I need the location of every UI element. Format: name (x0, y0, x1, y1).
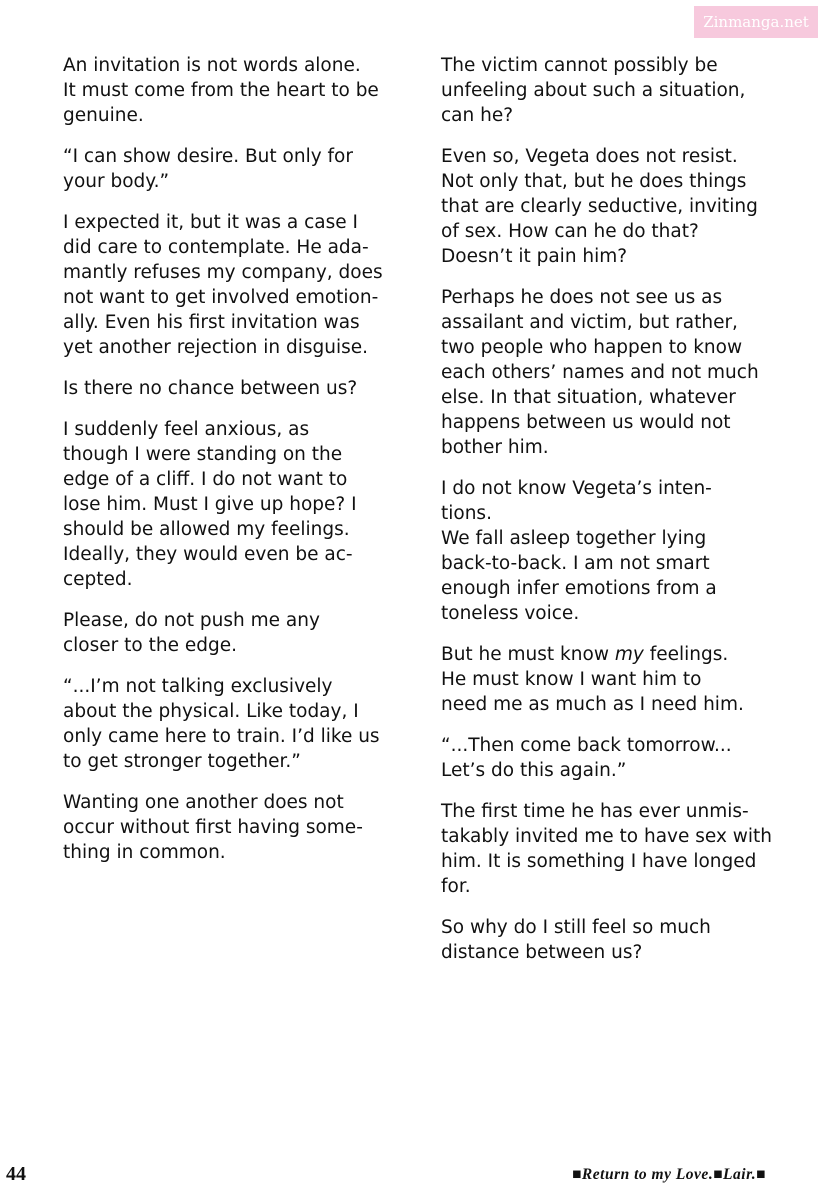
paragraph: An invitation is not words alone. It must come from the heart to be genuine. (63, 55, 379, 126)
paragraph-with-emphasis (441, 642, 781, 667)
paragraph: I do not know Vegeta’s inten- tions. (441, 478, 712, 524)
emphasis-text: my (614, 644, 644, 665)
paragraph: Please, do not push me any closer to the edge. (63, 610, 320, 656)
paragraph: “I can show desire. But only for your body.” (63, 146, 353, 192)
paragraph: We fall asleep together lying back-to-back. I am not smart enough infer emotions from a toneless voice. (441, 528, 717, 624)
paragraph: Perhaps he does not see us as assailant and victim, but rather, two people who happen to know each others’ names and not much else. In that situation, whatever happens between us would not bother him. (441, 287, 759, 458)
text-column-right (441, 53, 781, 981)
paragraph: I suddenly feel anxious, as though I were standing on the edge of a cliff. I do not want to lose him. Must I give up hope? I should be allowed my feelings. Ideally, they would even be ac- cepted. (63, 419, 357, 590)
paragraph: I expected it, but it was a case I did care to contemplate. He ada- mantly refuses my company, does not want to get involved emotion- ally. Even his first invitation was yet another rejection in disguise. (63, 212, 383, 358)
paragraph: The first time he has ever unmis- takably invited me to have sex with him. It is something I have longed for. (441, 801, 773, 897)
paragraph: “...Then come back tomorrow... Let’s do this again.” (441, 735, 732, 781)
paragraph: Is there no chance between us? (63, 378, 358, 399)
paragraph: Wanting one another does not occur without first having some- thing in common. (63, 792, 363, 863)
text-column-left (63, 53, 403, 881)
paragraph: Even so, Vegeta does not resist. Not only that, but he does things that are clearly seductive, inviting of sex. How can he do that? Doesn’t it pain him? (441, 146, 758, 267)
page-number: 44 (6, 1163, 26, 1185)
paragraph: He must know I want him to need me as much as I need him. (441, 669, 744, 715)
site-watermark: Zinmanga.net (694, 6, 818, 38)
running-footer: ■Return to my Love.■Lair.■ (572, 1166, 766, 1183)
paragraph: The victim cannot possibly be unfeeling about such a situation, can he? (441, 55, 746, 126)
paragraph: “...I’m not talking exclusively about the physical. Like today, I only came here to train. I’d like us to get stronger together.” (63, 676, 380, 772)
paragraph: So why do I still feel so much distance between us? (441, 917, 711, 963)
paragraph-text: But he must know (441, 644, 615, 665)
paragraph-text: feelings. (643, 644, 729, 665)
